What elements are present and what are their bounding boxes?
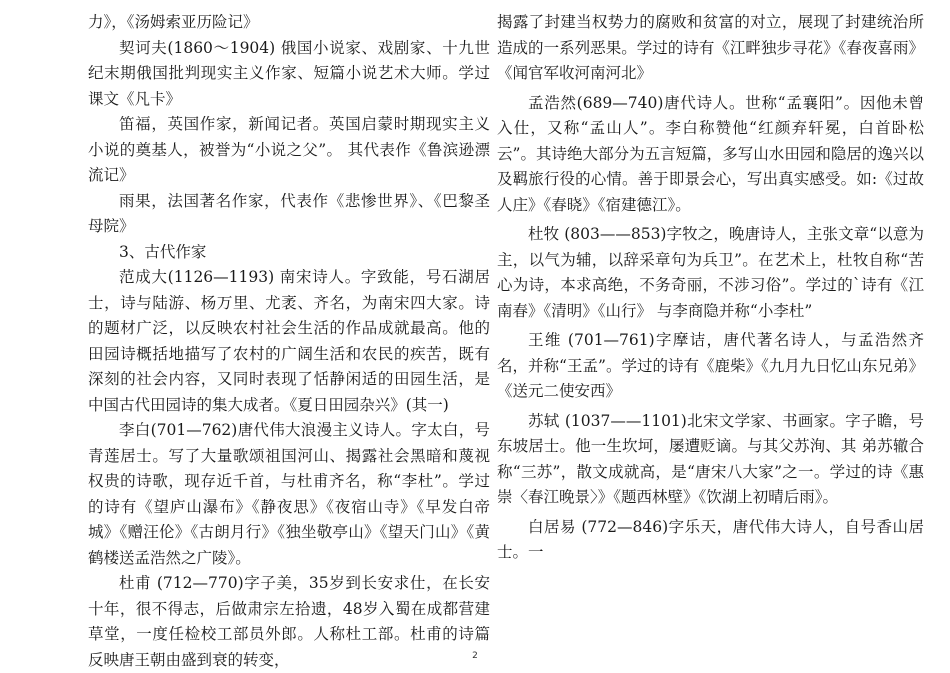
paragraph: 杜牧 (803——853)字牧之，晚唐诗人，主张文章“以意为主，以气为辅，以辞采章句为兵卫”。在艺术上，杜牧自称“苦心为诗，本求高绝，不务奇丽，不涉习俗”。学过的`诗有《江南春》《清明》《山行》 与李商隐并称“小李杜” <box>497 225 924 320</box>
page-number: 2 <box>472 651 478 661</box>
paragraph: 笛福，英国作家，新闻记者。英国启蒙时期现实主义小说的奠基人，被誉为“小说之父”。 其代表作《鲁滨逊漂流记》 <box>88 115 490 184</box>
paragraph: 李白(701—762)唐代伟大浪漫主义诗人。字太白，号青莲居士。写了大量歌颂祖国河山、揭露社会黑暗和蔑视权贵的诗歌，现存近千首，与杜甫齐名，称“李杜”。学过的诗有《望庐山瀑布》《静夜思》《夜宿山寺》《早发白帝城》《赠汪伦》《古朗月行》《独坐敬亭山》《望天门山》《黄鹤楼送孟浩然之广陵》。 <box>88 421 490 567</box>
paragraph: 揭露了封建当权势力的腐败和贫富的对立，展现了封建统治所造成的一系列恶果。学过的诗有《江畔独步寻花》《春夜喜雨》《闻官军收河南河北》 <box>497 13 924 82</box>
paragraph: 白居易 (772—846)字乐天，唐代伟大诗人，自号香山居士。一 <box>497 517 924 561</box>
left-column <box>88 10 490 673</box>
right-column <box>497 10 924 566</box>
paragraph: 孟浩然(689—740)唐代诗人。世称“孟襄阳”。因他未曾入仕，又称“孟山人”。李白称赞他“红颜弃轩冕，白首卧松云”。其诗绝大部分为五言短篇，多写山水田园和隐居的逸兴以及羁旅行役的心情。善于即景会心，写出真实感受。如:《过故人庄》《春晓》《宿建德江》。 <box>497 93 924 214</box>
paragraph: 苏轼 (1037——1101)北宋文学家、书画家。字子瞻，号东坡居士。他一生坎坷，屡遭贬谪。与其父苏洵、其 弟苏辙合称“三苏”，散文成就高，是“唐宋八大家”之一。学过的诗《惠崇〈春江晚景〉》《题西林壁》《饮湖上初晴后雨》。 <box>497 411 924 506</box>
section-heading: 3、古代作家 <box>119 242 207 261</box>
paragraph: 范成大(1126—1193) 南宋诗人。字致能，号石湖居士，诗与陆游、杨万里、尤袤、齐名，为南宋四大家。诗的题材广泛，以反映农村社会生活的作品成就最高。他的田园诗概括地描写了农村的广阔生活和农民的疾苦，既有深刻的社会内容，又同时表现了恬静闲适的田园生活，是中国古代田园诗的集大成者。《夏日田园杂兴》(其一) <box>88 268 490 414</box>
paragraph: 力》，《汤姆索亚历险记》 <box>88 13 259 31</box>
paragraph: 契诃夫(1860～1904) 俄国小说家、戏剧家、十九世纪末期俄国批判现实主义作家、短篇小说艺术大师。学过课文《凡卡》 <box>88 38 490 108</box>
paragraph: 雨果，法国著名作家，代表作《悲惨世界》、《巴黎圣母院》 <box>88 191 490 235</box>
paragraph: 王维 (701—761)字摩诘，唐代著名诗人，与孟浩然齐名，并称“王孟”。学过的诗有《鹿柴》《九月九日忆山东兄弟》《送元二使安西》 <box>497 331 924 400</box>
paragraph: 杜甫 (712—770)字子美，35岁到长安求仕，在长安十年，很不得志，后做肃宗左拾遗，48岁入蜀在成都营建草堂，一度任检校工部员外郎。人称杜工部。杜甫的诗篇反映唐王朝由盛到衰的转变， <box>88 574 490 669</box>
